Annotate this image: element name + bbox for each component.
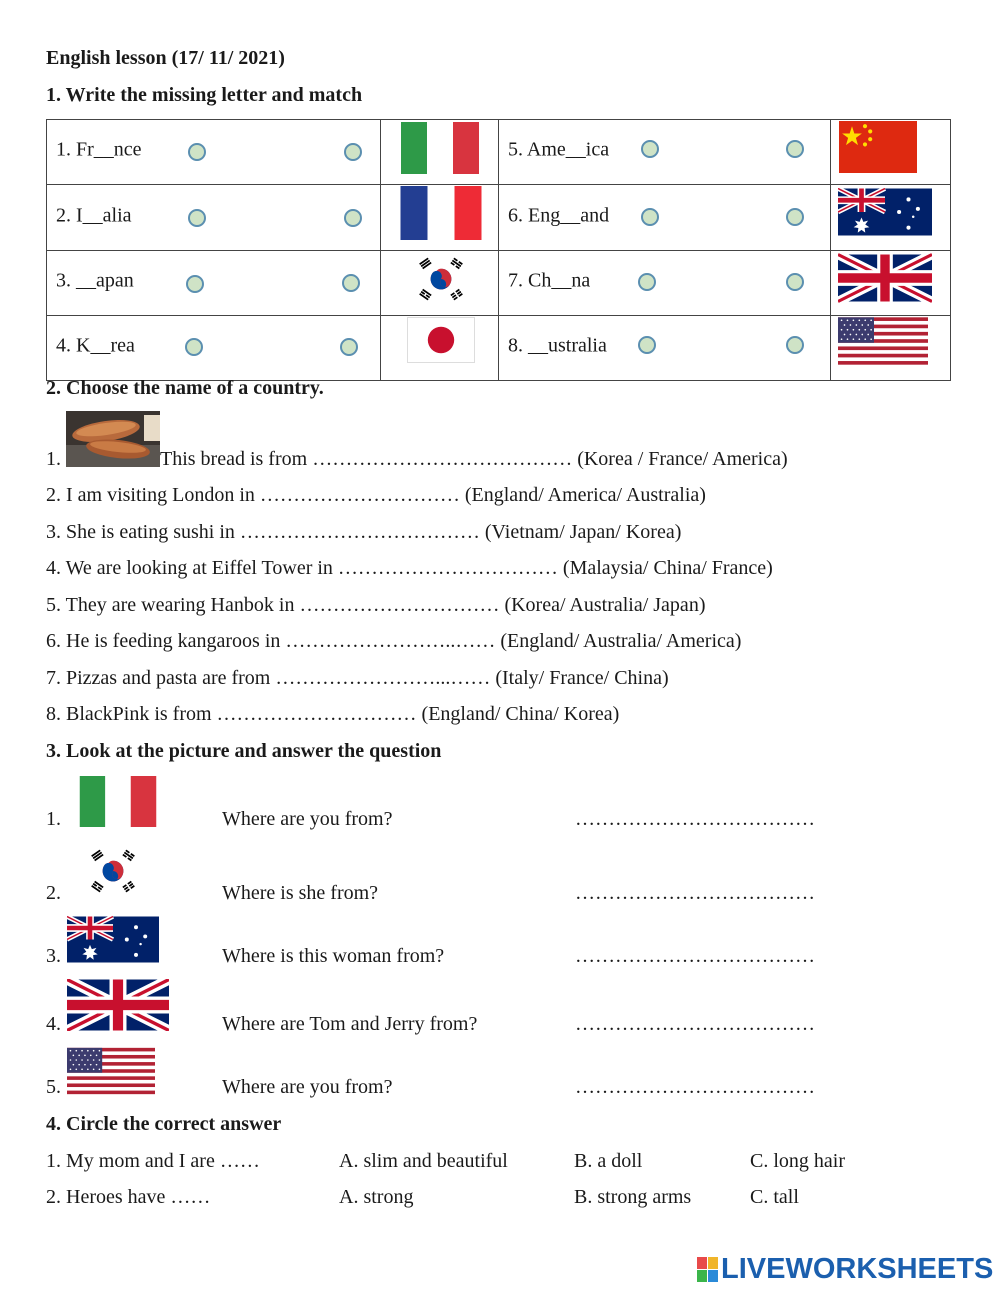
match-dot-left[interactable] [188,209,206,227]
match-cell-left [47,120,381,185]
match-dot-left[interactable] [638,273,656,291]
match-cell-left [499,120,831,185]
flag-cell [381,185,499,251]
section3-heading: 3. Look at the picture and answer the question [46,740,442,762]
answer-blank[interactable]: ……………………………… [575,882,815,904]
section3-question: Where are you from? [222,808,393,830]
answer-blank[interactable]: ……………………………… [575,945,815,967]
section3-item-num: 1. [46,808,61,830]
match-dot-right[interactable] [786,273,804,291]
page-title: English lesson (17/ 11/ 2021) [46,47,285,69]
answer-blank[interactable]: ……………………………… [575,1076,815,1098]
match-cell-left [499,185,831,251]
match-dot-left[interactable] [641,208,659,226]
section2-item-1-text: This bread is from ………………………………… (Korea / France/ America) [160,448,788,470]
match-dot-right[interactable] [344,143,362,161]
section3-question: Where are Tom and Jerry from? [222,1013,478,1035]
australia-flag-icon[interactable] [838,188,932,236]
match-dot-right[interactable] [342,274,360,292]
match-dot-left[interactable] [185,338,203,356]
match-dot-right[interactable] [786,140,804,158]
section3-item-num: 3. [46,945,61,967]
match-cell-left [47,251,381,316]
section3-question: Where is she from? [222,882,379,904]
bread-image-icon [66,411,160,467]
answer-option-a[interactable]: A. slim and beautiful [339,1150,508,1172]
match-cell-left [47,316,381,381]
match-dot-right[interactable] [340,338,358,356]
section4-question: 1. My mom and I are …… [46,1150,260,1172]
match-item-left: 8. __ustralia [508,334,607,357]
liveworksheets-logo [697,1253,993,1286]
match-item-left: 6. Eng__and [508,204,610,227]
section1-heading: 1. Write the missing letter and match [46,84,363,106]
korea-flag-icon[interactable] [411,253,471,305]
section2-item-1-num: 1. [46,448,61,470]
flag-cell [831,185,951,251]
answer-option-a[interactable]: A. strong [339,1186,414,1208]
flag-cell [381,251,499,316]
match-cell-left [499,251,831,316]
section2-item: 6. He is feeding kangaroos in ……………………..…… (England/ Australia/ America) [46,630,742,652]
uk-flag-icon [67,979,169,1031]
flag-cell [831,316,951,381]
answer-blank[interactable]: ……………………………… [575,808,815,830]
flag-cell [831,251,951,316]
answer-option-b[interactable]: B. strong arms [574,1186,692,1208]
match-dot-left[interactable] [641,140,659,158]
answer-blank[interactable]: ……………………………… [575,1013,815,1035]
usa-flag-icon [67,1047,155,1095]
logo-text: LIVEWORKSHEETS [721,1253,994,1285]
section4-question: 2. Heroes have …… [46,1186,211,1208]
match-dot-left[interactable] [186,275,204,293]
flag-cell [381,120,499,185]
match-item-left: 1. Fr__nce [56,138,142,161]
section2-item: 2. I am visiting London in ………………………… (England/ America/ Australia) [46,484,706,506]
korea-flag-icon [80,845,146,897]
match-dot-right[interactable] [786,208,804,226]
match-item-left: 2. I__alia [56,204,132,227]
live-blocks-icon [697,1257,719,1283]
section3-question: Where is this woman from? [222,945,445,967]
section2-item: 3. She is eating sushi in ……………………………… (Vietnam/ Japan/ Korea) [46,521,682,543]
match-item-left: 7. Ch__na [508,269,591,292]
flag-cell [381,316,499,381]
match-table [46,119,951,381]
section2-item: 7. Pizzas and pasta are from ……………………...…… (Italy/ France/ China) [46,667,669,689]
match-dot-left[interactable] [188,143,206,161]
china-flag-icon[interactable] [838,121,918,173]
match-item-left: 5. Ame__ica [508,138,610,161]
section3-question: Where are you from? [222,1076,393,1098]
section3-item-num: 5. [46,1076,61,1098]
section4-heading: 4. Circle the correct answer [46,1113,282,1135]
match-dot-left[interactable] [638,336,656,354]
match-item-left: 3. __apan [56,269,134,292]
match-dot-right[interactable] [344,209,362,227]
match-dot-right[interactable] [786,336,804,354]
france-flag-icon[interactable] [400,186,482,240]
japan-flag-icon[interactable] [407,317,475,363]
australia-flag-icon [67,915,159,964]
italy-flag-icon [67,776,169,827]
section3-item-num: 2. [46,882,61,904]
match-cell-left [47,185,381,251]
section2-heading: 2. Choose the name of a country. [46,377,324,399]
section3-item-num: 4. [46,1013,61,1035]
italy-flag-icon[interactable] [388,122,492,174]
answer-option-c[interactable]: C. tall [750,1186,799,1208]
match-cell-left [499,316,831,381]
section2-item: 5. They are wearing Hanbok in ………………………… (Korea/ Australia/ Japan) [46,594,706,616]
section2-item: 8. BlackPink is from ………………………… (England/ China/ Korea) [46,703,620,725]
usa-flag-icon[interactable] [838,317,928,365]
answer-option-b[interactable]: B. a doll [574,1150,643,1172]
match-item-left: 4. K__rea [56,334,135,357]
answer-option-c[interactable]: C. long hair [750,1150,845,1172]
uk-flag-icon[interactable] [838,252,932,304]
section2-item: 4. We are looking at Eiffel Tower in …………………………… (Malaysia/ China/ France) [46,557,773,579]
flag-cell [831,120,951,185]
